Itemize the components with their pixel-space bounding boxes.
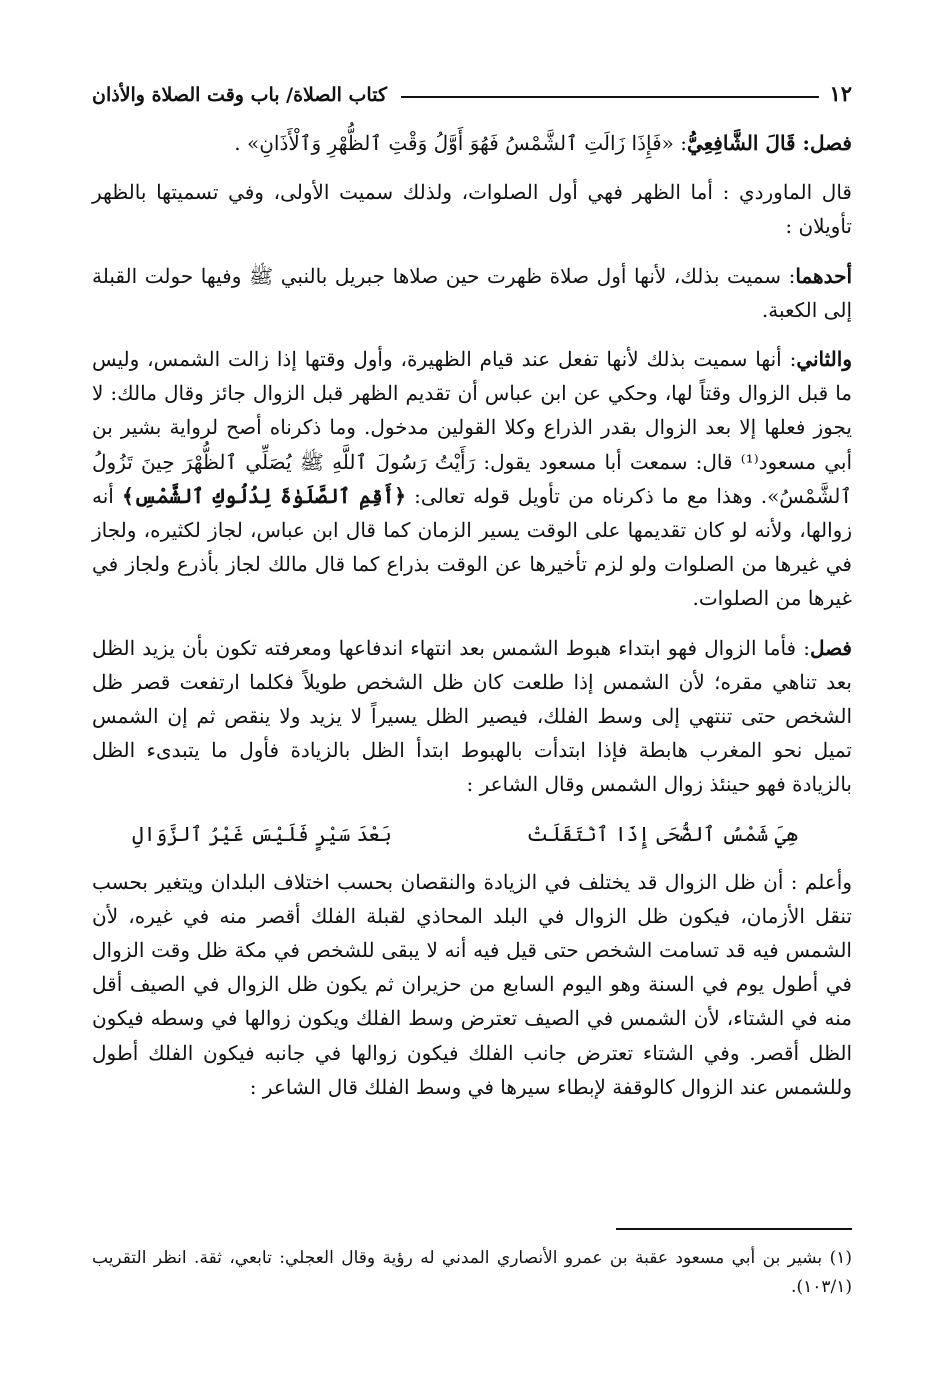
- paragraph-closing: [92, 865, 852, 1104]
- page-number: ١٢: [829, 81, 852, 106]
- paragraph-text: وأعلم : أن ظل الزوال قد يختلف في الزيادة والنقصان بحسب اختلاف البلدان ويتغير بحسب تنقل الأزمان، فيكون ظل الزوال في البلد المحاذي لقبلة الفلك أقصر منه في غيره، لأن الشمس فيه قد تسامت الشخص حتى قيل فيه أنه لا يبقى للشخص في مكة ظل وقت الزوال في أطول يوم في السنة وهو اليوم السابع من حزيران ثم يكون ظل الزوال في الصيف أقل منه في الشتاء، لأن الشمس في الصيف تعترض وسط الفلك ويكون زوالها في وسطه فيكون الظل أقصر. وفي الشتاء تعترض جانب الفلك فيكون زوالها في جانبه فيكون الفلك أطول وللشمس عند الزوال كالوقفة لإبطاء سيرها في وسط الفلك قال الشاعر :: [92, 869, 852, 1099]
- main-text: [92, 126, 852, 1104]
- section-lead: أحدهما: [795, 263, 852, 288]
- paragraph-text: قال الماوردي : أما الظهر فهي أول الصلوات، ولذلك سميت الأولى، وفي تسميتها بالظهر تأويلان :: [92, 180, 852, 239]
- footnote-text: (١) بشير بن أبي مسعود عقبة بن عمرو الأنصاري المدني له رؤية وقال العجلي: تابعي، ثقة. انظر التقريب (١٠٣/١).: [92, 1248, 852, 1297]
- section-lead: والثاني: [796, 347, 852, 372]
- paragraph-text: : «فَإِذَا زَالَتِ ٱلشَّمْسُ فَهُوَ أَوَّلُ وَقْتِ ٱلظُّهْرِ وَٱلْأَذَانِ» .: [234, 131, 687, 155]
- running-title: كتاب الصلاة/ باب وقت الصلاة والأذان: [92, 84, 388, 106]
- paragraph-text: : سميت بذلك، لأنها أول صلاة ظهرت حين صلاها جبريل بالنبي ﷺ وفيها حولت القبلة إلى الكعبة.: [92, 263, 852, 322]
- book-page: [92, 70, 852, 1340]
- poem-first-hemistich: هِيَ شَمْسُ ٱلضُّحَى إِذَا ٱنْتَقَلَتْ: [526, 821, 798, 846]
- paragraph-first-interpretation: [92, 259, 852, 327]
- section-lead: فصل: [809, 635, 852, 660]
- paragraph-text: : فأما الزوال فهو ابتداء هبوط الشمس بعد انتهاء اندفاعها ومعرفته تكون بأن يزيد الظل بعد تناهي مقره؛ لأن الشمس إذا طلعت كان ظل الشخص طويلاً فكلما ارتفعت قصر ظل الشخص حتى تنتهي إلى وسط الفلك، فيصير الظل يسيراً لا يزيد ولا ينقص ثم إن الشمس تميل نحو المغرب هابطة فإذا ابتدأت بالهبوط ابتدأ الظل بالزيادة فأول ما يتبدىء الظل بالزيادة فهو حينئذ زوال الشمس وقال الشاعر :: [92, 635, 852, 797]
- paragraph-text: : أنها سميت بذلك لأنها تفعل عند قيام الظهيرة، وأول وقتها إذا زالت الشمس، وليس ما قبل الزوال وقتاً لها، وحكي عن ابن عباس أن تقديم الظهر قبل الزوال جائز وقال مالك: لا يجوز فعلها إلا بعد الزوال بقدر الذراع وكلا القولين مدخول. وما ذكرناه أصح لرواية بشير بن أبي مسعود⁽¹⁾ قال: سمعت أبا مسعود يقول: رَأَيْتُ رَسُولَ ٱللَّهِ ﷺ يُصَلِّي ٱلظُّهْرَ حِينَ تَزُولُ ٱلشَّمْسُ». وهذا مع ما ذكرناه من تأويل قوله تعالى:: [92, 347, 853, 508]
- footnote-rule: [616, 1228, 852, 1230]
- poem-second-hemistich: بَعْدَ سَيْرٍ فَلَيْسَ غَيْرُ ٱلزَّوَالِ: [132, 821, 392, 846]
- header-rule: [401, 96, 819, 98]
- paragraph-zawal: [92, 631, 852, 802]
- quran-verse: ﴿أَقِمِ ٱلصَّلَوٰةَ لِدُلُوكِ ٱلشَّمْسِ﴾: [121, 483, 407, 508]
- paragraph-shafii: [92, 126, 852, 160]
- section-lead: فصل: قَالَ الشَّافِعِيُّ: [686, 131, 852, 155]
- poem-verse: [92, 817, 852, 851]
- paragraph-mawardi: [92, 175, 852, 243]
- paragraph-second-interpretation: [92, 342, 852, 616]
- page-header: [92, 70, 852, 112]
- footnote: [92, 1244, 852, 1302]
- paragraph-text-continued: أنه زوالها، ولأنه لو كان تقديمها على الوقت يسير الزمان كما قال ابن عباس، لجاز لكثيره، ولجاز في غيرها من الصلوات ولو لزم تأخيرها عن الوقت بذراع كما قال مالك لجاز بأذرع ولجاز في غيرها من الصلوات.: [92, 483, 852, 611]
